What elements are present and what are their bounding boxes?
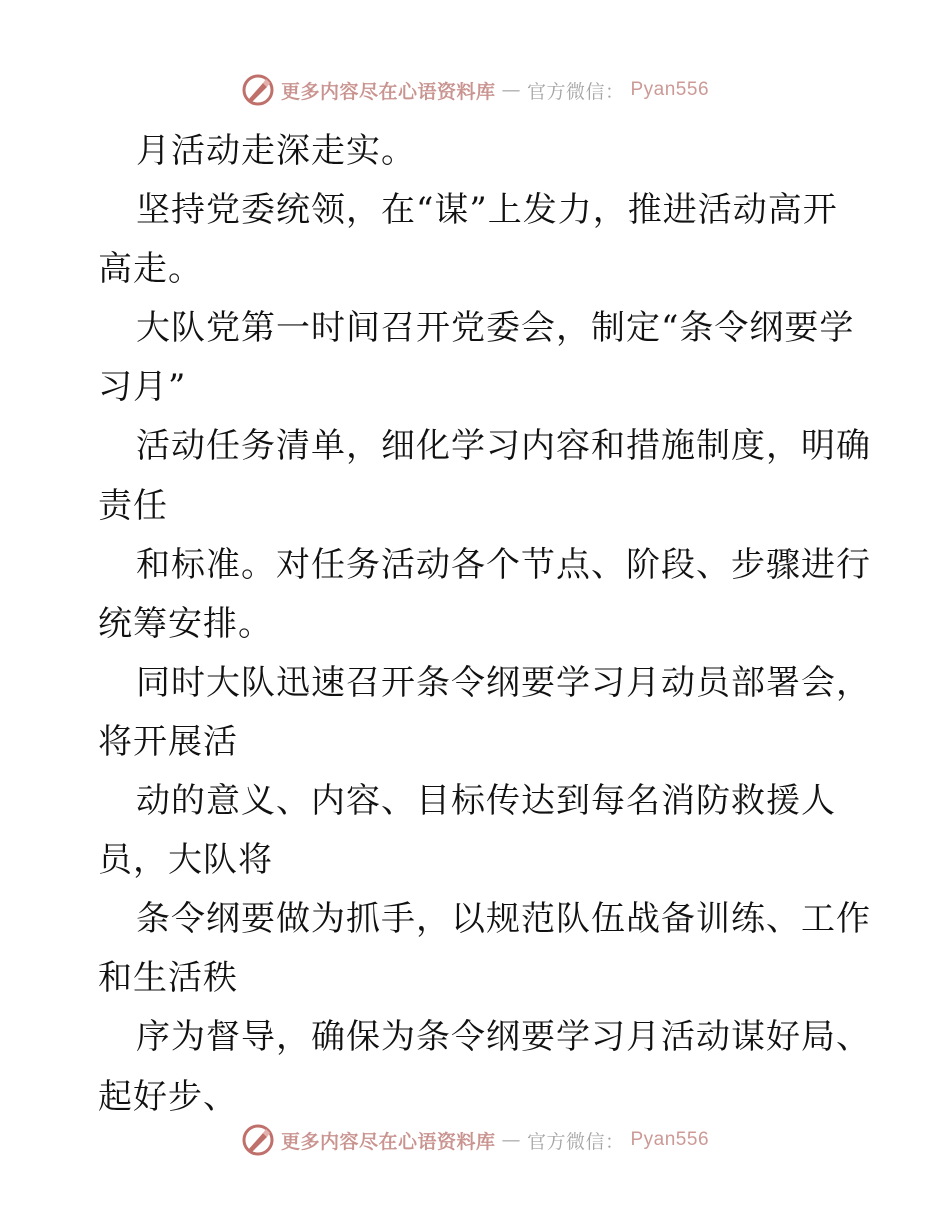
text-line: 月活动走深走实。 [136, 131, 416, 171]
watermark-dash: — [501, 79, 521, 101]
watermark-sub-text: 官方微信： [526, 1130, 625, 1153]
text-line: 活动任务清单，细化学习内容和措施制度，明确 [136, 426, 871, 467]
pen-logo-icon [241, 1123, 275, 1157]
text-line: 起好步、 [98, 1076, 238, 1117]
text-line: 将开展活 [98, 721, 238, 762]
text-line: 和生活秩 [98, 958, 238, 999]
footer-watermark [0, 1122, 950, 1158]
text-line: 和标准。对任务活动各个节点、阶段、步骤进行 [136, 544, 871, 585]
text-line: 习月” [98, 367, 187, 408]
text-line: 统筹安排。 [98, 603, 273, 644]
text-line: 责任 [98, 485, 168, 526]
watermark-sub-text: 官方微信： [526, 80, 625, 103]
text-line: 大队党第一时间召开党委会，制定“条令纲要学 [136, 308, 855, 349]
text-line: 坚持党委统领，在“谋”上发力，推进活动高开 [136, 190, 838, 231]
text-line: 高走。 [98, 249, 203, 290]
text-line: 同时大队迅速召开条令纲要学习月动员部署会， [136, 662, 871, 703]
watermark-main-text: 更多内容尽在心语资料库 [280, 80, 496, 103]
pen-logo-icon [241, 73, 275, 107]
header-watermark [0, 72, 950, 108]
text-line: 员，大队将 [98, 840, 273, 881]
watermark-id: Pyan556 [630, 1129, 710, 1150]
watermark-dash: — [501, 1129, 521, 1151]
watermark-id: Pyan556 [630, 79, 710, 100]
document-body [98, 122, 871, 1127]
text-line: 条令纲要做为抓手，以规范队伍战备训练、工作 [136, 899, 871, 940]
text-line: 序为督导，确保为条令纲要学习月活动谋好局、 [136, 1017, 871, 1058]
watermark-main-text: 更多内容尽在心语资料库 [280, 1130, 496, 1153]
text-line: 动的意义、内容、目标传达到每名消防救援人 [136, 781, 836, 822]
